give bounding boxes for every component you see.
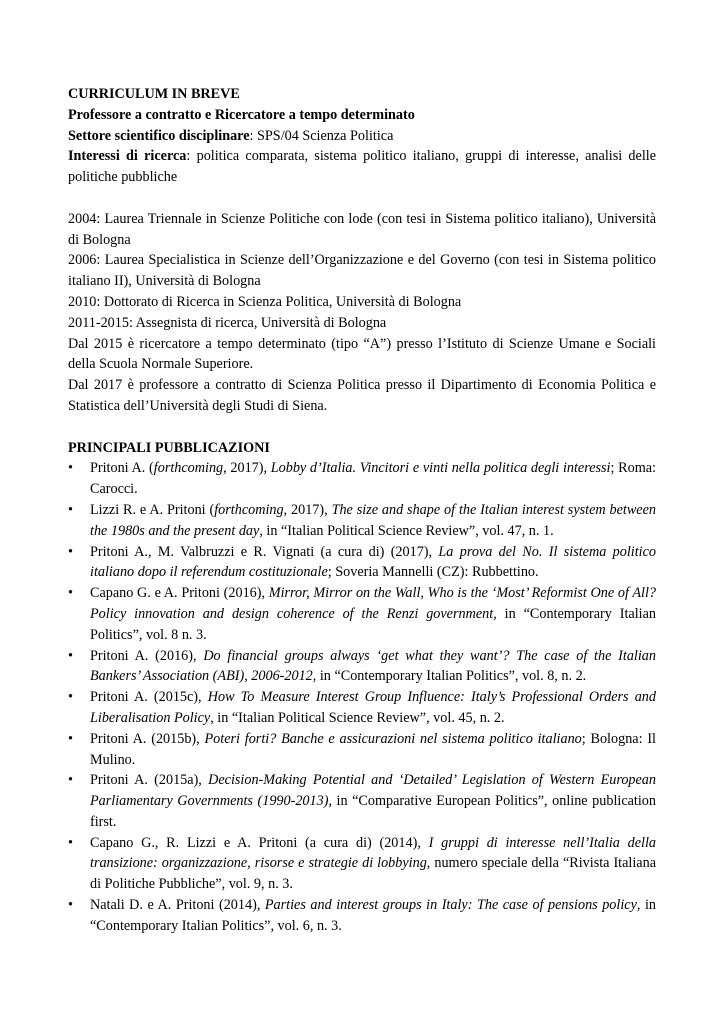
bullet-icon: •	[68, 501, 73, 518]
bullet-icon: •	[68, 689, 73, 706]
publication-item	[68, 646, 656, 688]
pub-text: , in “Italian Political Science Review”, vol. 47, n. 1.	[259, 522, 554, 539]
pub-text: Pritoni A. (2015a),	[90, 772, 209, 789]
pub-text: Capano G., R. Lizzi e A. Pritoni (a cura di) (2014),	[90, 834, 429, 851]
pub-title: I gruppi di interesse nell’Italia della transizione: organizzazione, risorse e strategie di lobbying	[90, 834, 656, 872]
pub-italic: forthcoming	[214, 501, 284, 518]
pub-text: , in “Contemporary Italian Politics”, vol. 8 n. 3.	[90, 605, 656, 643]
pub-title: How To Measure Interest Group Influence: Italy’s Professional Orders and Liberalisation Policy	[90, 689, 656, 726]
bullet-icon: •	[68, 834, 73, 851]
publication-item	[68, 833, 656, 895]
pub-title: Lobby d’Italia. Vincitori e vinti nella politica degli interessi	[270, 460, 611, 477]
pub-italic: forthcoming	[153, 460, 224, 477]
pub-text: , 2017),	[223, 460, 271, 477]
pub-title: Mirror, Mirror on the Wall, Who is the ‘Most’ Reformist One of All? Policy innovation and design coherence of the Renzi government	[90, 585, 656, 622]
pub-text: ; Soveria Mannelli (CZ): Rubbettino.	[327, 564, 539, 581]
bullet-icon: •	[68, 585, 73, 602]
spacer	[68, 188, 656, 209]
pub-text: Lizzi R. e A. Pritoni (	[90, 501, 215, 518]
bullet-icon: •	[68, 460, 73, 477]
bullet-icon: •	[68, 897, 73, 914]
career-list	[68, 209, 656, 417]
pub-text: Pritoni A., M. Valbruzzi e R. Vignati (a cura di) (2017),	[90, 543, 439, 560]
career-item: 2004: Laurea Triennale in Scienze Politiche con lode (con tesi in Sistema politico italiano), Università di Bologna	[68, 210, 656, 248]
publications-list	[68, 458, 656, 936]
pub-text: , in “Contemporary Italian Politics”, vol. 6, n. 3.	[90, 897, 656, 934]
cv-title: CURRICULUM IN BREVE	[68, 86, 240, 102]
pub-text: Pritoni A. (2015c),	[90, 689, 208, 706]
career-item: 2010: Dottorato di Ricerca in Scienza Politica, Università di Bologna	[68, 293, 462, 310]
pub-title: Do financial groups always ‘get what they want’? The case of the Italian Bankers’ Association (ABI), 2006-2012	[90, 647, 656, 685]
interessi-label: Interessi di ricerca	[68, 148, 187, 165]
cv-document	[68, 84, 656, 937]
bullet-icon: •	[68, 647, 73, 664]
pub-text: , 2017),	[283, 501, 332, 518]
bullet-icon: •	[68, 730, 73, 747]
pub-text: , in “Italian Political Science Review”, vol. 45, n. 2.	[210, 709, 505, 726]
pub-title: Parties and interest groups in Italy: The case of pensions policy	[264, 897, 637, 914]
pub-text: ; Bologna: Il Mulino.	[90, 730, 656, 768]
pub-text: Capano G. e A. Pritoni (2016),	[90, 585, 269, 602]
settore-value: : SPS/04 Scienza Politica	[249, 127, 394, 144]
publication-item	[68, 542, 656, 584]
publication-item	[68, 687, 656, 729]
position-title: Professore a contratto e Ricercatore a tempo determinato	[68, 106, 415, 123]
career-item: Dal 2017 è professore a contratto di Scienza Politica presso il Dipartimento di Economia Politica e Statistica dell’Università degli Studi di Siena.	[68, 377, 656, 414]
publication-item	[68, 583, 656, 645]
pub-title: The size and shape of the Italian interest system between the 1980s and the present day	[90, 501, 656, 539]
pub-text: , numero speciale della “Rivista Italiana di Politiche Pubbliche”, vol. 9, n. 3.	[90, 855, 656, 893]
pub-text: Pritoni A. (	[90, 460, 154, 477]
pub-text: , in “Contemporary Italian Politics”, vol. 8, n. 2.	[312, 668, 587, 685]
interessi-value: : politica comparata, sistema politico italiano, gruppi di interesse, analisi delle politiche pubbliche	[68, 148, 656, 186]
pub-text: , in “Comparative European Politics”, online publication first.	[90, 793, 656, 830]
career-item: 2011-2015: Assegnista di ricerca, Università di Bologna	[68, 314, 387, 331]
spacer	[68, 417, 656, 438]
pub-title: Poteri forti? Banche e assicurazioni nel sistema politico italiano	[204, 730, 582, 747]
pub-title: Decision-Making Potential and ‘Detailed’ Legislation of Western European Parliamentary Governments (1990-2013)	[90, 772, 656, 810]
career-item: Dal 2015 è ricercatore a tempo determinato (tipo “A”) presso l’Istituto di Scienze Umane e Sociali della Scuola Normale Superiore.	[68, 335, 656, 373]
publication-item	[68, 500, 656, 542]
pub-title: La prova del No. Il sistema politico italiano dopo il referendum costituzionale	[90, 543, 656, 581]
publications-heading: PRINCIPALI PUBBLICAZIONI	[68, 439, 270, 456]
pub-text: ; Roma: Carocci.	[90, 460, 656, 498]
bullet-icon: •	[68, 543, 73, 560]
publication-item	[68, 458, 656, 500]
pub-text: Pritoni A. (2016),	[90, 647, 204, 664]
settore-label: Settore scientifico disciplinare	[68, 127, 250, 144]
publication-item	[68, 729, 656, 771]
publication-item	[68, 895, 656, 937]
pub-text: Pritoni A. (2015b),	[90, 730, 205, 747]
pub-text: Natali D. e A. Pritoni (2014),	[90, 897, 265, 914]
settore-line	[68, 126, 656, 147]
interessi-line	[68, 146, 656, 188]
bullet-icon: •	[68, 772, 73, 789]
publication-item	[68, 770, 656, 832]
career-item: 2006: Laurea Specialistica in Scienze dell’Organizzazione e del Governo (con tesi in Sistema politico italiano II), Università di Bologna	[68, 252, 656, 290]
